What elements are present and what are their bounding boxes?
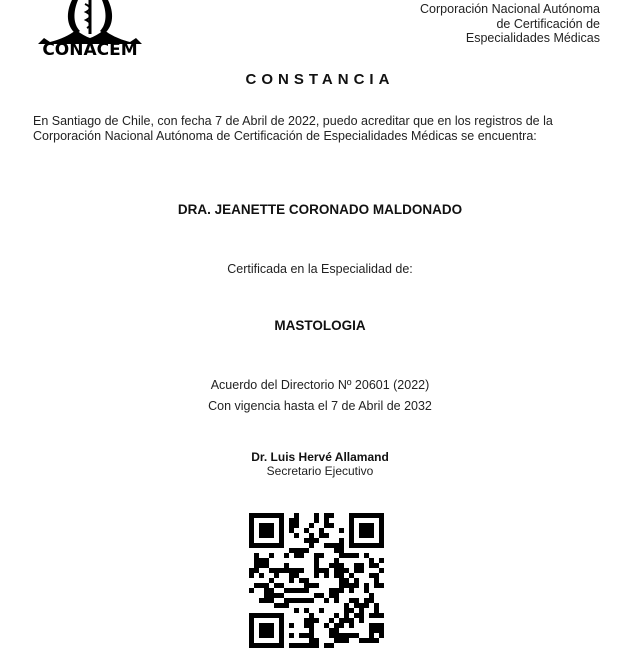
holder-name: DRA. JEANETTE CORONADO MALDONADO (177, 202, 463, 217)
conacem-logo (36, 0, 144, 64)
intro-line: En Santiago de Chile, con fecha 7 de Abril de 2022, puedo acreditar que en los registros de la (33, 114, 553, 128)
signer-role: Secretario Ejecutivo (266, 464, 374, 478)
signer-name: Dr. Luis Hervé Allamand (251, 450, 389, 464)
agreement-number: Acuerdo del Directorio Nº 20601 (2022) (210, 378, 430, 392)
validity-date: Con vigencia hasta el 7 de Abril de 2032 (208, 399, 432, 413)
document-title: CONSTANCIA (245, 71, 395, 88)
org-line: Especialidades Médicas (465, 31, 600, 45)
logo-text: CONACEM (42, 40, 138, 60)
org-line: de Certificación de (496, 16, 600, 31)
intro-paragraph (33, 114, 623, 143)
org-line: Corporación Nacional Autónoma (420, 2, 600, 16)
qr-code-icon[interactable] (249, 513, 384, 648)
intro-line: Corporación Nacional Autónoma de Certificación de Especialidades Médicas se encuentra: (33, 128, 537, 143)
specialty-name: MASTOLOGIA (274, 318, 366, 333)
organization-name (420, 2, 600, 46)
certified-label: Certificada en la Especialidad de: (227, 262, 413, 276)
